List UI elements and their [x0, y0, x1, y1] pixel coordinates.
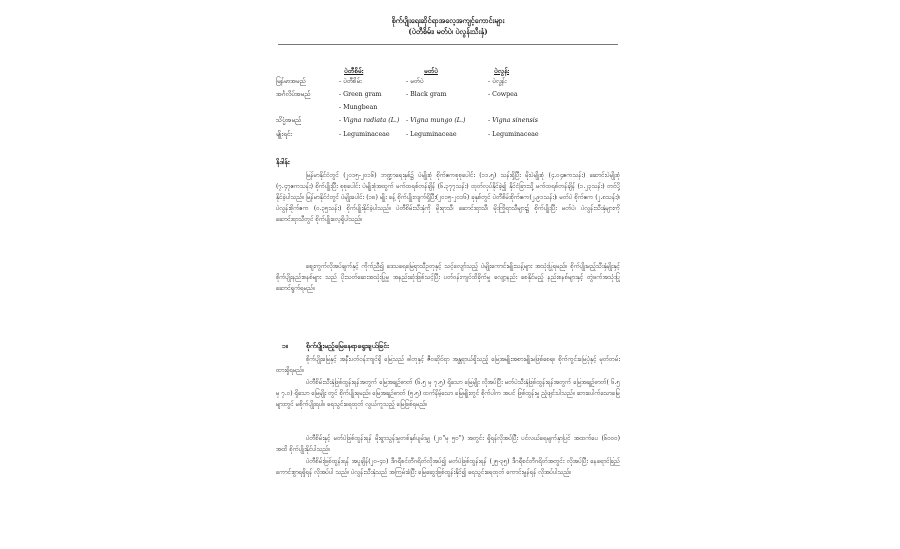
cell: - ပဲလွန်း: [488, 78, 507, 85]
section-paragraph: ပဲတီစိမ်းဖြစ်ထွန်းရန် အပူချိန်(၂၀-၄၀) ဒီဂရီစင်တီဂရိတ်လိုအပ်၍ မတ်ပဲဖြစ်ထွန်းရန် (၂၅-၃၅) ဒီဂရီစင်တီဂရိတ်အတွင်း လိုအပ်ပြီး နေရောင်ခြည်ကောင်းစွာရရှိရန် လိုအပ်ပါ သည်။ ပဲလွန်းသီးနှံသည် အကြမ်းခံပြီး မြေဆွေးဖြစ်ထွန်းနိုင်၍ ရေသွင်းရေထုတ် ကောင်းမွန်ရန် လိုအပ်ပါသည်။: [276, 458, 620, 476]
crop-table-header: ပဲလွန်း: [494, 67, 510, 75]
row-label: မြန်မာအမည်: [276, 78, 306, 85]
cell: - Leguminaceae: [488, 131, 539, 138]
crop-table-row: [276, 78, 620, 88]
cell: - Green gram: [339, 91, 382, 98]
section-heading: စိုက်ပျိုးမည့်မြေနေရာရွေးချယ်ခြင်း: [306, 342, 389, 350]
section-paragraph: ပဲတီစိမ်းသီးနှံဖြစ်ထွန်းရန်အတွက် မြေအချဉ်ဓာတ် (၆.၅ မှ ၇.၅) ရှိသော မြေမျိုး လိုအပ်ပြီး မတ်ပဲသီးနှံဖြစ်ထွန်းရန်အတွက် မြေအချဉ်ဓာတ်( ၆.၅ မှ ၇.၀) ရှိသော မြေမျိုး တွင် စိုက်ပျိုးရမည်။ မြေအချဉ်ဓာတ် (၅.၅) ထက်နိမ့်သော မြေမျိုးတွင် စိုက်ပါက အပင် ဖြစ်ထွန်းမှု ညံ့ဖျင်းပါသည်။ ဆားပေါက်သောမြေများတွင် မစိုက်ပျိုးရပါ။ ရေသွင်းရေထုတ် လွယ်ကူသည့် မြေဖြစ်ရမည်။: [276, 379, 620, 408]
cell: - ပဲတီစိမ်း: [339, 78, 362, 85]
crop-table-row: [276, 117, 620, 127]
cell: - Vigna radiata (L.): [339, 117, 400, 124]
row-label: သိပ္ပံအမည်: [276, 117, 302, 124]
cell: - Cowpea: [488, 91, 518, 98]
crop-table-row: [276, 104, 620, 114]
section-number: ၁။: [282, 342, 288, 350]
cell: - မတ်ပဲ: [406, 78, 424, 85]
crop-table-header: မတ်ပဲ: [424, 67, 438, 75]
intro-paragraph: ဈေးကွက်လိုအပ်ချက်နှင့် ကိုက်ညီ၍ ဒေသရေမြေရာသီဥတုနှင့် သင့်လျော်သည့် ပဲမျိုးကောင်းမျိုးသန့်များ အသုံးပြုရမည်။ စိုက်ပျိုးမည့်သီးနှံမျိုးနှင့် စိုက်ပျိုးနည်းစနစ်များ သည် ပိုးသတ်ဆေးအသုံးပြုမှု အနည်းဆုံးဖြစ်သင့်ပြီး ပတ်ဝန်းကျင်ထိခိုက်မှု လျော့နည်း စေနိုင်မည့် နည်းစနစ်များနှင့် တွဲဖက်အသုံးပြုဆောင်ရွက်ရမည်။: [276, 263, 620, 292]
cell: - Mungbean: [339, 104, 378, 111]
intro-heading: နိဒါန်း: [276, 158, 290, 166]
section-paragraph: ပဲတီစိမ်းနှင့် မတ်ပဲဖြစ်ထွန်းရန် မိုးရွာသွန်းမှုတစ်နှစ်ပျမ်းမျှ (၂၀"မှ ၅၀") အတွင်း ရှိရန်လိုအပ်ပြီး ပင်လယ်ရေမျက်နှာပြင် အထက်ပေ (၆၀၀၀) အထိ စိုက်ပျိုးနိုင်ပါသည်။: [276, 435, 620, 453]
cell: - Leguminaceae: [406, 131, 457, 138]
cell: - Leguminaceae: [339, 131, 390, 138]
intro-paragraph: မြန်မာနိုင်ငံတွင် (၂၀၁၅-၂၀၁၆) ဘဏ္ဍာရေးနှစ်၌ ပဲမျိုးစုံ စိုက်ဧကစုစုပေါင်း (၁၁.၅) သန်းရှိပြီး မိုးပဲမျိုးစုံ (၄.၀၄ဧကသန်း) ဆောင်းပဲမျိုးစုံ (၇.၄၇ဧကသန်း) စိုက်ပျိုးပြီး စုစုပေါင်း ပဲမျိုးစုံအထွက် မက်ထရစ်တန်ချိန် (၆.၃၇၇သန်း) ထုတ်လုပ်နိုင်ခဲ့၍ နိုင်ငံခြားသို့ မက်ထရစ်တန်ချိန် (၁.၂၃သန်း) တင်ပို့နိုင်ခဲ့ပါသည်။ မြန်မာနိုင်ငံတွင် ပဲမျိုးပေါင်း (၁၈) မျိုး ခန့် စိုက်ပျိုးလျက်ရှိပြီး(၂၀၁၅-၂၀၁၆) ခုနှစ်တွင် ပဲတီစိမ်းစိုက်ဧက(၂.၉၁သန်း)၊ မတ်ပဲ စိုက်ဧက (၂.၈သန်း)၊ ပဲလွန်းစိုက်ဧက (၀.၃၅သန်း) စိုက်ပျိုးနိုင်ခဲ့ပါသည်။ ပဲတီစိမ်းသီးနှံကို မိုးရာသီ၊ ဆောင်းရာသီ၊ မိုးကြိုရာသီများ၌ စိုက်ပျိုးပြီး မတ်ပဲ၊ ပဲလွန်းသီးနှံများကို ဆောင်းရာသီတွင် စိုက်ပျိုးလေ့ရှိပါသည်။: [276, 172, 620, 223]
title-divider: [278, 44, 618, 45]
cell: - Vigna mungo (L.): [406, 117, 466, 124]
document-page: [276, 0, 620, 549]
cell: - Black gram: [406, 91, 447, 98]
row-label: အင်္ဂလိပ်အမည်: [276, 91, 311, 98]
row-label: မျိုးရင်း: [276, 131, 292, 138]
crop-table-row: [276, 91, 620, 101]
section-paragraph: စိုက်ပျိုးမြေနှင့် အနီးပတ်ဝန်းကျင်ရှိ မြေသည် ဓါတုနှင့် ဇီဝဆိုင်ရာ အန္တရာယ်ရှိသည့် မြေအမျိုးအစားမျိုးမဖြစ်စေရ။ စိုက်ကွင်းမြေပုံနှင့် မှတ်တမ်းထားရှိရမည်။: [276, 356, 620, 374]
cell: - Vigna sinensis: [488, 117, 538, 124]
crop-table-row: [276, 131, 620, 141]
document-title: စိုက်ပျိုးရေးဆိုင်ရာအလေ့အကျင့်ကောင်းများ: [391, 16, 505, 25]
crop-table-header: ပဲတီစိမ်း: [344, 67, 364, 75]
document-subtitle: (ပဲတီစိမ်း၊ မတ်ပဲ၊ ပဲလွန်းသီးနှံ): [408, 27, 488, 36]
